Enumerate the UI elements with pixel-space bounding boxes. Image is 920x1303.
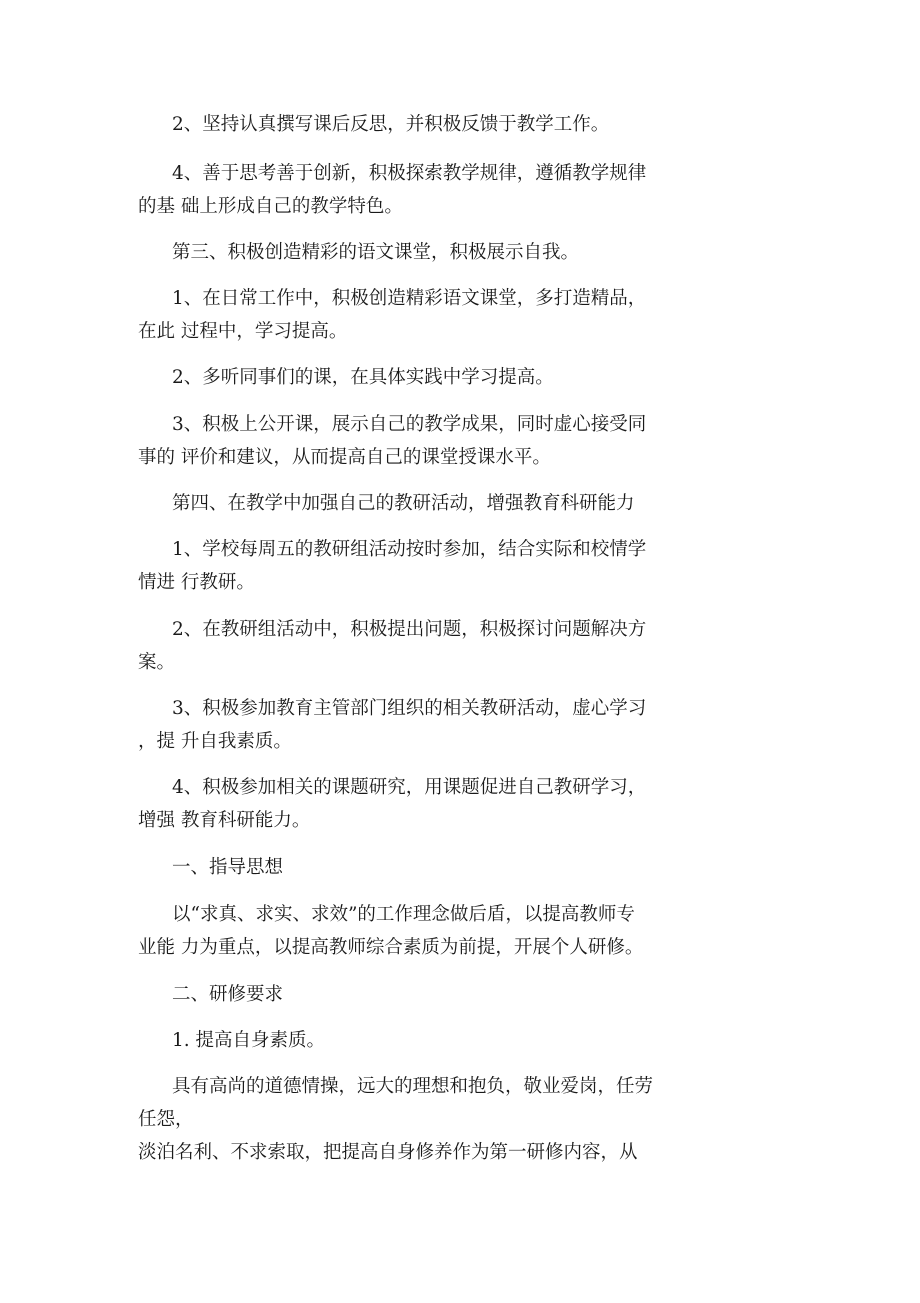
text-line: 3、积极上公开课，展示自己的教学成果，同时虚心接受同 (172, 414, 647, 435)
text-line: 的基 础上形成自己的教学特色。 (138, 196, 403, 217)
text-line: 1、在日常工作中，积极创造精彩语文课堂，多打造精品， (172, 288, 647, 309)
section-heading: 二、研修要求 (172, 984, 284, 1005)
text-line: 第四、在教学中加强自己的教研活动，增强教育科研能力 (172, 493, 635, 514)
text-line: 2、多听同事们的课，在具体实践中学习提高。 (172, 367, 554, 388)
text-line: 业能 力为重点，以提高教师综合素质为前提，开展个人研修。 (138, 937, 644, 958)
text-line: 案。 (138, 652, 176, 673)
text-line: 事的 评价和建议，从而提高自己的课堂授课水平。 (138, 447, 551, 468)
text-line: 1、学校每周五的教研组活动按时参加，结合实际和校情学 (172, 539, 647, 560)
text-line: 具有高尚的道德情操，远大的理想和抱负，敬业爱岗，任劳 (172, 1076, 654, 1097)
text-line: 第三、积极创造精彩的语文课堂，积极展示自我。 (172, 242, 580, 263)
text-line: 4、积极参加相关的课题研究，用课题促进自己教研学习， (172, 777, 647, 798)
text-line: 增强 教育科研能力。 (138, 810, 311, 831)
text-line: 情进 行教研。 (138, 572, 255, 593)
text-line: 2、坚持认真撰写课后反思，并积极反馈于教学工作。 (172, 114, 610, 135)
section-heading: 一、指导思想 (172, 857, 284, 878)
text-line: 任怨， (138, 1109, 194, 1130)
text-line: 淡泊名利、不求索取，把提高自身修养作为第一研修内容，从 (138, 1142, 638, 1163)
text-line: 3、积极参加教育主管部门组织的相关教研活动，虚心学习 (172, 698, 647, 719)
text-line: 2、在教研组活动中，积极提出问题，积极探讨问题解决方 (172, 619, 647, 640)
text-line: 以“求真、求实、求效”的工作理念做后盾，以提高教师专 (172, 904, 635, 925)
text-line: 在此 过程中，学习提高。 (138, 321, 348, 342)
text-line: 1. 提高自身素质。 (172, 1030, 326, 1051)
text-line: ，提 升自我素质。 (138, 731, 292, 752)
text-line: 4、善于思考善于创新，积极探索教学规律，遵循教学规律 (172, 163, 647, 184)
